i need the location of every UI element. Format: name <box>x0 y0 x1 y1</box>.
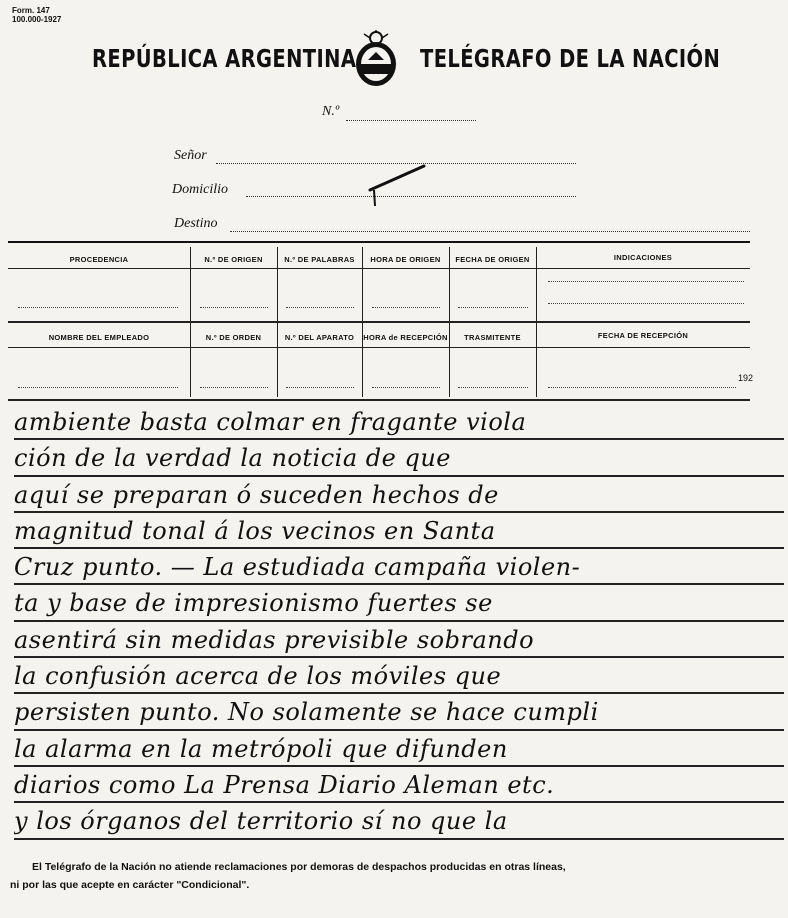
coat-of-arms-icon <box>350 30 402 88</box>
letterhead <box>0 30 788 90</box>
message-line: Cruz punto. — La estudiada campaña violen- <box>14 549 784 585</box>
message-line: persisten punto. No solamente se hace cumpli <box>14 694 784 730</box>
field-domicilio-label: Domicilio <box>172 182 228 197</box>
th-procedencia: PROCEDENCIA <box>69 255 129 264</box>
message-line: diarios como La Prensa Diario Aleman etc. <box>14 767 784 803</box>
header-telegrafo: TELÉGRAFO DE LA NACIÓN <box>420 44 721 73</box>
form-number <box>12 6 61 24</box>
handwritten-message <box>14 404 784 840</box>
th-no-orden: N.º DE ORDEN <box>205 333 262 342</box>
th-hora-recepcion: HORA de RECEPCIÓN <box>363 333 448 342</box>
pen-stroke-mark <box>364 162 434 210</box>
footer-line2: ni por las que acepte en carácter "Condicional". <box>10 879 250 891</box>
message-line: la alarma en la metrópoli que difunden <box>14 731 784 767</box>
form-number-line2: 100.000-1927 <box>12 15 62 24</box>
message-line: la confusión acerca de los móviles que <box>14 658 784 694</box>
message-line: ambiente basta colmar en fragante viola <box>14 404 784 440</box>
th-nombre-empleado: NOMBRE DEL EMPLEADO <box>48 333 150 342</box>
th-fecha-origen: FECHA DE ORIGEN <box>455 255 530 264</box>
th-fecha-recepcion: FECHA DE RECEPCIÓN <box>597 331 689 340</box>
field-senor-label: Señor <box>174 148 207 163</box>
field-numero-label: N.º <box>322 104 340 119</box>
field-numero-line <box>346 120 476 121</box>
message-line: asentirá sin medidas previsible sobrando <box>14 622 784 658</box>
th-indicaciones: INDICACIONES <box>613 253 673 262</box>
message-line: magnitud tonal á los vecinos en Santa <box>14 513 784 549</box>
th-no-palabras: N.º DE PALABRAS <box>284 255 355 264</box>
message-line: y los órganos del territorio sí no que la <box>14 803 784 839</box>
th-trasmitente: TRASMITENTE <box>464 333 521 342</box>
field-destino-label: Destino <box>174 216 218 231</box>
th-hora-origen: HORA DE ORIGEN <box>370 255 441 264</box>
footer-notice <box>10 858 780 894</box>
th-no-aparato: N.º DEL APARATO <box>284 333 355 342</box>
footer-line1: El Telégrafo de la Nación no atiende reclamaciones por demoras de despachos producidas en otras líneas, <box>32 861 566 873</box>
field-destino-line <box>230 231 750 232</box>
reception-year: 192 <box>738 373 754 383</box>
message-line: aquí se preparan ó suceden hechos de <box>14 477 784 513</box>
dispatch-info-table <box>8 241 750 401</box>
form-number-line1: Form. 147 <box>12 6 50 15</box>
message-line: ta y base de impresionismo fuertes se <box>14 585 784 621</box>
th-no-origen: N.º DE ORIGEN <box>204 255 263 264</box>
header-republica: REPÚBLICA ARGENTINA <box>92 44 357 73</box>
message-line: ción de la verdad la noticia de que <box>14 440 784 476</box>
